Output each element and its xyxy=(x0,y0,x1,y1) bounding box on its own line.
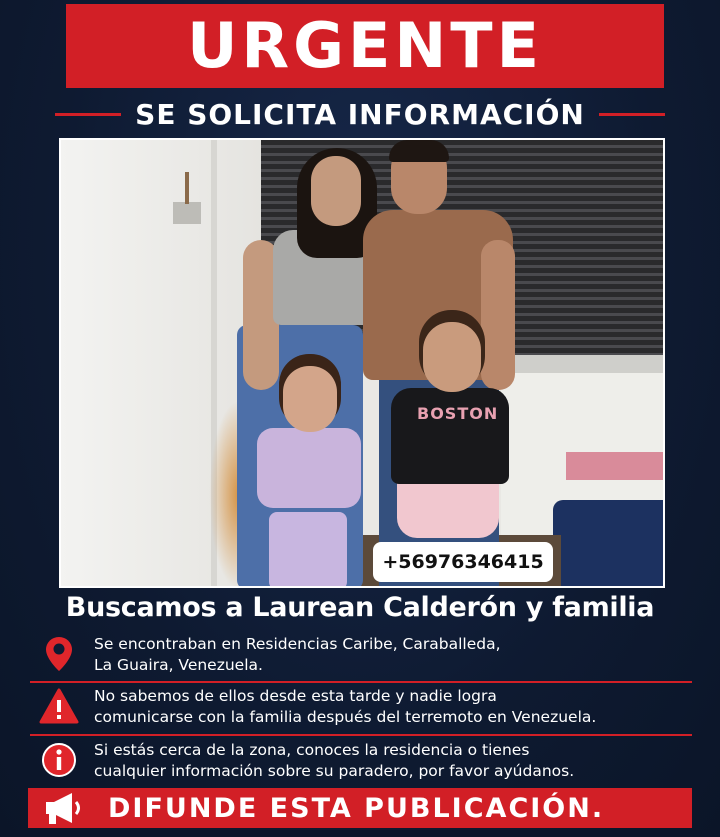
subtitle-right-rule xyxy=(599,113,665,116)
shirt-print: BOSTON xyxy=(417,404,499,423)
divider xyxy=(30,734,692,736)
megaphone-icon xyxy=(28,788,98,828)
share-label: DIFUNDE ESTA PUBLICACIÓN. xyxy=(108,792,605,824)
info-row-request xyxy=(30,740,692,786)
info-row-status xyxy=(30,686,692,732)
status-text: No sabemos de ellos desde esta tarde y nadie logra comunicarse con la familia después del terremoto en Venezuela. xyxy=(94,687,597,726)
location-text: Se encontraban en Residencias Caribe, Caraballeda, La Guaira, Venezuela. xyxy=(94,635,501,674)
headline: Buscamos a Laurean Calderón y familia xyxy=(65,592,655,623)
share-call-to-action xyxy=(28,788,692,828)
woman-figure xyxy=(311,156,361,226)
family-photo xyxy=(59,138,665,588)
urgent-title: URGENTE xyxy=(187,9,543,82)
request-text: Si estás cerca de la zona, conoces la residencia o tienes cualquier información sobre su paradero, por favor ayúdanos. xyxy=(94,741,575,780)
subtitle-left-rule xyxy=(55,113,121,116)
subtitle-row xyxy=(0,94,720,134)
girl-figure xyxy=(423,322,481,392)
location-pin-icon xyxy=(30,634,88,674)
warning-icon xyxy=(30,686,88,726)
info-icon xyxy=(30,740,88,780)
phone-number-badge: +56976346415 xyxy=(373,542,553,582)
subtitle: SE SOLICITA INFORMACIÓN xyxy=(135,97,585,131)
urgent-banner xyxy=(66,4,664,88)
divider xyxy=(30,681,692,683)
info-row-location xyxy=(30,634,692,678)
sofa xyxy=(553,500,665,588)
small-girl-figure xyxy=(283,366,337,432)
wall-diffuser xyxy=(173,202,201,224)
